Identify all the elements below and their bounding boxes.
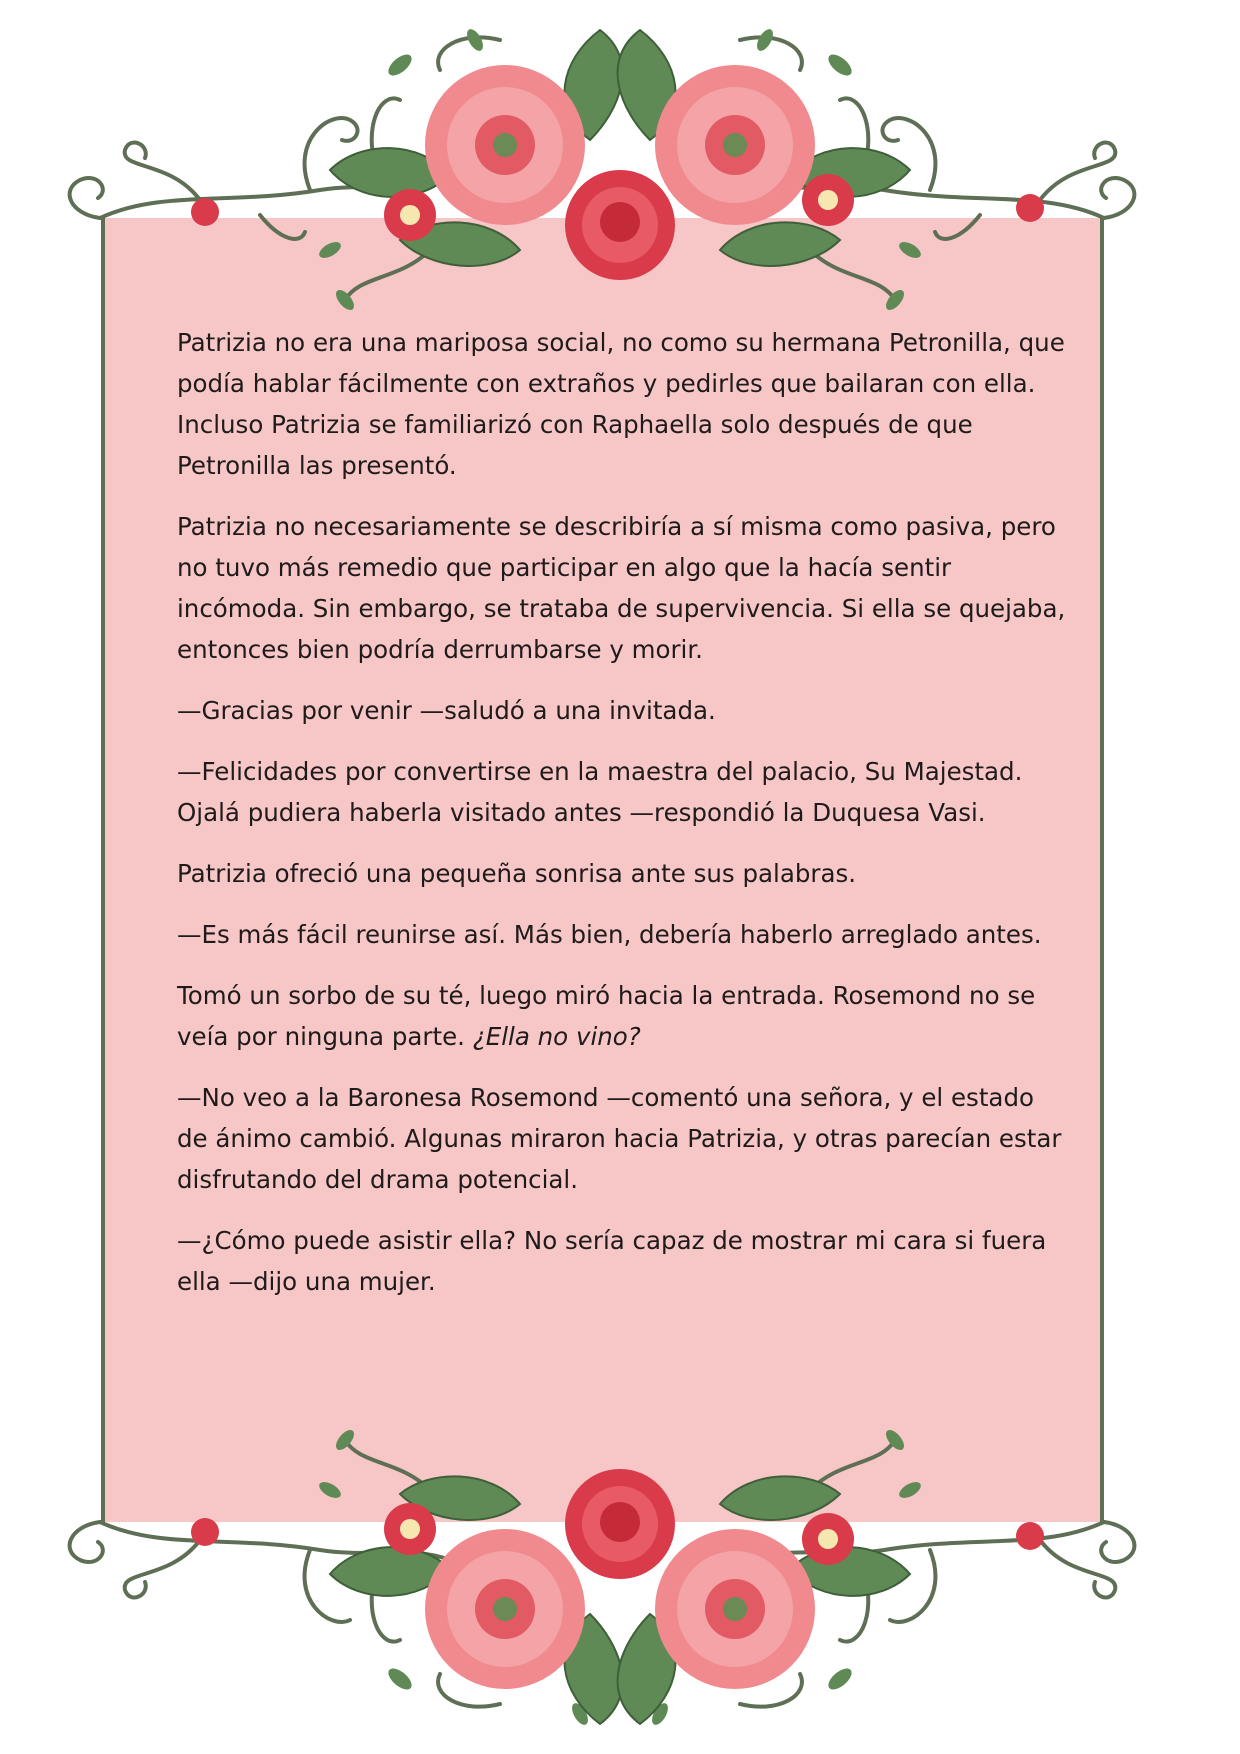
paragraph-7 bbox=[177, 975, 1067, 1057]
paragraph-1: Patrizia no era una mariposa social, no como su hermana Petronilla, que podía hablar fácilmente con extraños y pedirles que bailaran con ella. Incluso Patrizia se familiarizó con Raphaella solo después de que Petronilla las presentó. bbox=[177, 328, 1065, 480]
paragraph-3: —Gracias por venir —saludó a una invitada. bbox=[177, 696, 716, 725]
top-floral-ornament-icon bbox=[0, 0, 1240, 340]
paragraph-5: Patrizia ofreció una pequeña sonrisa ante sus palabras. bbox=[177, 859, 857, 888]
paragraph-8: —No veo a la Baronesa Rosemond —comentó una señora, y el estado de ánimo cambió. Algunas miraron hacia Patrizia, y otras parecían estar disfrutando del drama potencial. bbox=[177, 1083, 1062, 1194]
story-text bbox=[177, 322, 1067, 1322]
paragraph-7-italic: ¿Ella no vino? bbox=[472, 1022, 641, 1051]
paragraph-9: —¿Cómo puede asistir ella? No sería capaz de mostrar mi cara si fuera ella —dijo una mujer. bbox=[177, 1226, 1047, 1296]
paragraph-4: —Felicidades por convertirse en la maestra del palacio, Su Majestad. Ojalá pudiera haberla visitado antes —respondió la Duquesa Vasi. bbox=[177, 757, 1023, 827]
paragraph-6: —Es más fácil reunirse así. Más bien, debería haberlo arreglado antes. bbox=[177, 920, 1042, 949]
paragraph-7-text: Tomó un sorbo de su té, luego miró hacia la entrada. Rosemond no se veía por ninguna parte. bbox=[177, 981, 1036, 1051]
bottom-floral-ornament-icon bbox=[0, 1414, 1240, 1754]
paragraph-2: Patrizia no necesariamente se describiría a sí misma como pasiva, pero no tuvo más remedio que participar en algo que la hacía sentir incómoda. Sin embargo, se trataba de supervivencia. Si ella se quejaba, entonces bien podría derrumbarse y morir. bbox=[177, 512, 1066, 664]
